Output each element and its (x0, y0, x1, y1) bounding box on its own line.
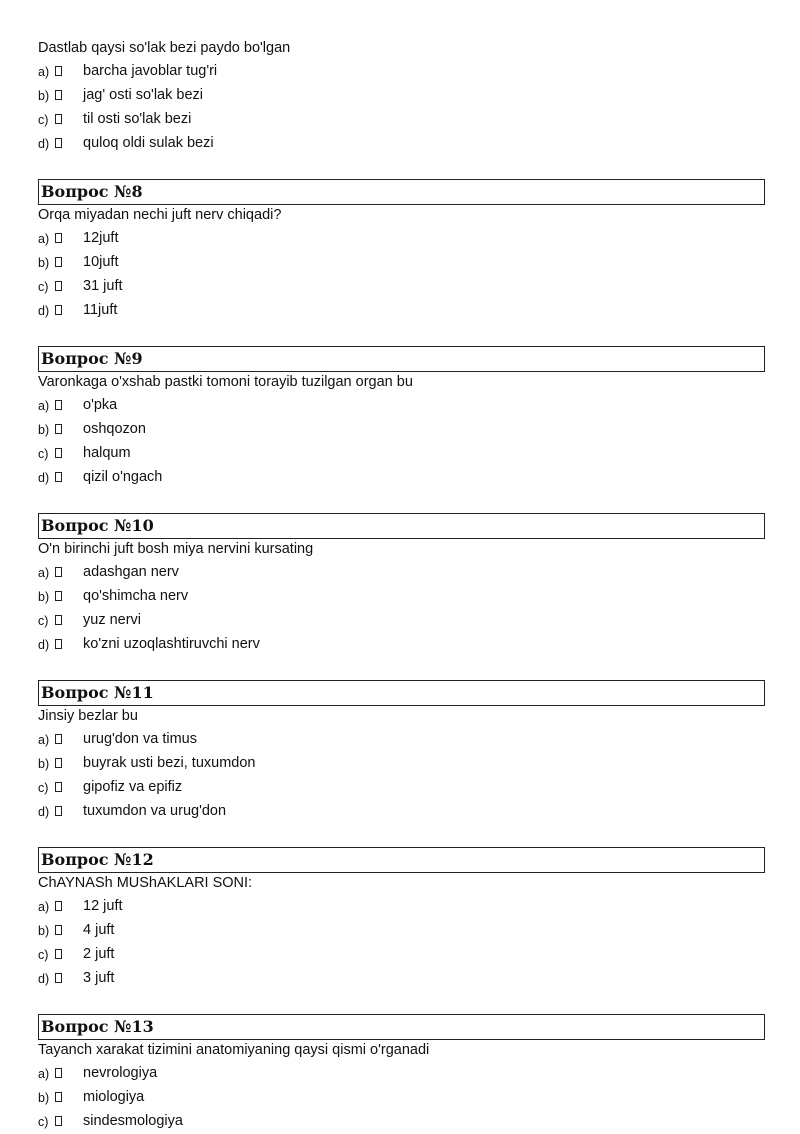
checkbox-icon[interactable] (55, 448, 62, 458)
answer-option-a[interactable] (38, 727, 765, 751)
answer-option-a[interactable] (38, 1061, 765, 1085)
answer-option-d[interactable] (38, 799, 765, 823)
answer-option-d[interactable] (38, 966, 765, 990)
question-block (38, 38, 765, 155)
question-block (38, 1014, 765, 1133)
question-block (38, 346, 765, 489)
option-letter: a) (38, 900, 50, 914)
option-text: yuz nervi (83, 612, 142, 628)
answer-option-a[interactable] (38, 560, 765, 584)
checkbox-icon[interactable] (55, 758, 62, 768)
option-letter: b) (38, 256, 50, 270)
question-header: Вопрос №9 (38, 346, 765, 372)
option-letter: c) (38, 614, 49, 628)
option-letter: d) (38, 137, 50, 151)
answer-option-a[interactable] (38, 226, 765, 250)
answer-option-b[interactable] (38, 1085, 765, 1109)
question-header: Вопрос №10 (38, 513, 765, 539)
checkbox-icon[interactable] (55, 1116, 62, 1126)
option-text: halqum (83, 445, 131, 461)
option-letter: d) (38, 304, 50, 318)
question-text: Varonkaga o'xshab pastki tomoni torayib tuzilgan organ bu (38, 374, 413, 390)
option-text: adashgan nerv (83, 564, 179, 580)
option-text: jag' osti so'lak bezi (83, 87, 203, 103)
answer-option-d[interactable] (38, 632, 765, 656)
option-letter: b) (38, 757, 50, 771)
question-text: Tayanch xarakat tizimini anatomiyaning qaysi qismi o'rganadi (38, 1042, 430, 1058)
answer-option-b[interactable] (38, 250, 765, 274)
question-text: Dastlab qaysi so'lak bezi paydo bo'lgan (38, 40, 291, 56)
option-letter: b) (38, 590, 50, 604)
option-text: ko'zni uzoqlashtiruvchi nerv (83, 636, 260, 652)
option-text: tuxumdon va urug'don (83, 803, 227, 819)
checkbox-icon[interactable] (55, 281, 62, 291)
checkbox-icon[interactable] (55, 925, 62, 935)
answer-option-c[interactable] (38, 1109, 765, 1133)
option-text: 12juft (83, 230, 119, 246)
checkbox-icon[interactable] (55, 591, 62, 601)
option-letter: a) (38, 399, 50, 413)
answer-option-b[interactable] (38, 751, 765, 775)
option-text: buyrak usti bezi, tuxumdon (83, 755, 256, 771)
option-text: 12 juft (83, 898, 123, 914)
option-letter: d) (38, 638, 50, 652)
question-text: Jinsiy bezlar bu (38, 708, 138, 724)
question-text: ChAYNASh MUShAKLARI SONI: (38, 875, 253, 891)
checkbox-icon[interactable] (55, 806, 62, 816)
question-text: O'n birinchi juft bosh miya nervini kursating (38, 541, 314, 557)
checkbox-icon[interactable] (55, 66, 62, 76)
option-letter: b) (38, 924, 50, 938)
answer-option-d[interactable] (38, 465, 765, 489)
checkbox-icon[interactable] (55, 615, 62, 625)
checkbox-icon[interactable] (55, 90, 62, 100)
question-block (38, 513, 765, 656)
checkbox-icon[interactable] (55, 114, 62, 124)
checkbox-icon[interactable] (55, 305, 62, 315)
answer-option-c[interactable] (38, 608, 765, 632)
option-text: 31 juft (83, 278, 123, 294)
answer-option-b[interactable] (38, 83, 765, 107)
option-letter: a) (38, 1067, 50, 1081)
question-text: Orqa miyadan nechi juft nerv chiqadi? (38, 207, 282, 223)
option-letter: d) (38, 972, 50, 986)
question-block (38, 680, 765, 823)
answer-option-b[interactable] (38, 417, 765, 441)
answer-option-d[interactable] (38, 131, 765, 155)
checkbox-icon[interactable] (55, 233, 62, 243)
option-letter: a) (38, 733, 50, 747)
question-header: Вопрос №8 (38, 179, 765, 205)
option-text: sindesmologiya (83, 1113, 183, 1129)
checkbox-icon[interactable] (55, 949, 62, 959)
checkbox-icon[interactable] (55, 1068, 62, 1078)
option-text: o'pka (83, 397, 118, 413)
option-text: barcha javoblar tug'ri (83, 63, 218, 79)
checkbox-icon[interactable] (55, 973, 62, 983)
option-letter: c) (38, 280, 49, 294)
option-text: 3 juft (83, 970, 115, 986)
answer-option-c[interactable] (38, 107, 765, 131)
checkbox-icon[interactable] (55, 424, 62, 434)
option-text: urug'don va timus (83, 731, 197, 747)
option-text: nevrologiya (83, 1065, 158, 1081)
option-text: qo'shimcha nerv (83, 588, 189, 604)
answer-option-a[interactable] (38, 894, 765, 918)
option-letter: c) (38, 781, 49, 795)
checkbox-icon[interactable] (55, 257, 62, 267)
option-text: 11juft (83, 302, 118, 318)
option-letter: c) (38, 1115, 49, 1129)
checkbox-icon[interactable] (55, 1092, 62, 1102)
option-text: qizil o'ngach (83, 469, 163, 485)
answer-option-b[interactable] (38, 584, 765, 608)
answer-option-c[interactable] (38, 942, 765, 966)
option-text: quloq oldi sulak bezi (83, 135, 214, 151)
question-header: Вопрос №12 (38, 847, 765, 873)
option-text: gipofiz va epifiz (83, 779, 183, 795)
option-text: oshqozon (83, 421, 146, 437)
question-header: Вопрос №11 (38, 680, 765, 706)
option-letter: b) (38, 89, 50, 103)
option-text: til osti so'lak bezi (83, 111, 192, 127)
checkbox-icon[interactable] (55, 400, 62, 410)
checkbox-icon[interactable] (55, 138, 62, 148)
answer-option-d[interactable] (38, 298, 765, 322)
option-letter: a) (38, 566, 50, 580)
option-letter: a) (38, 65, 50, 79)
question-block (38, 179, 765, 322)
answer-option-c[interactable] (38, 775, 765, 799)
answer-option-a[interactable] (38, 393, 765, 417)
answer-option-b[interactable] (38, 918, 765, 942)
answer-option-c[interactable] (38, 441, 765, 465)
option-letter: d) (38, 805, 50, 819)
option-letter: a) (38, 232, 50, 246)
checkbox-icon[interactable] (55, 567, 62, 577)
option-letter: c) (38, 948, 49, 962)
option-letter: c) (38, 113, 49, 127)
checkbox-icon[interactable] (55, 901, 62, 911)
document-page (38, 38, 765, 1133)
option-letter: c) (38, 447, 49, 461)
checkbox-icon[interactable] (55, 472, 62, 482)
option-letter: b) (38, 423, 50, 437)
checkbox-icon[interactable] (55, 782, 62, 792)
answer-option-a[interactable] (38, 59, 765, 83)
option-text: 2 juft (83, 946, 115, 962)
option-text: miologiya (83, 1089, 145, 1105)
option-letter: b) (38, 1091, 50, 1105)
checkbox-icon[interactable] (55, 639, 62, 649)
question-header: Вопрос №13 (38, 1014, 765, 1040)
question-block (38, 847, 765, 990)
answer-option-c[interactable] (38, 274, 765, 298)
option-text: 4 juft (83, 922, 115, 938)
option-letter: d) (38, 471, 50, 485)
option-text: 10juft (83, 254, 119, 270)
checkbox-icon[interactable] (55, 734, 62, 744)
